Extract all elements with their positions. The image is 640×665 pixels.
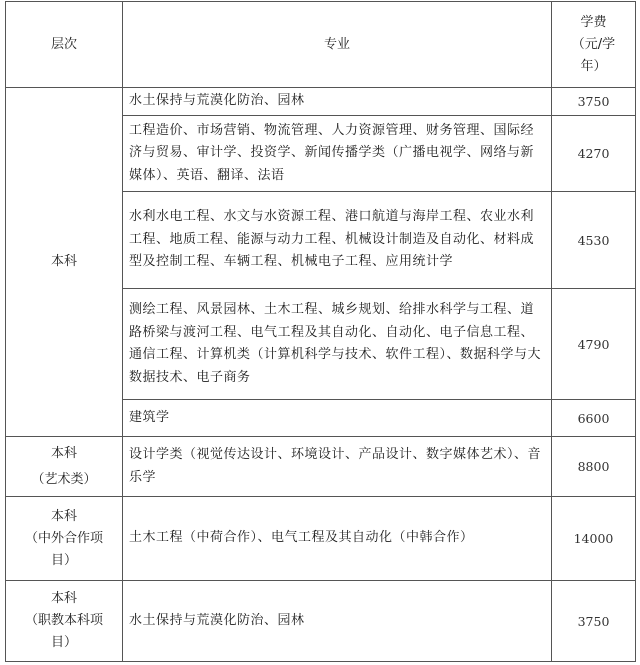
major-text: 工程造价、市场营销、物流管理、人力资源管理、财务管理、国际经济与贸易、审计学、投资学、新闻传播学类（广播电视学、网络与新媒体）、英语、翻译、法语 [129, 122, 535, 183]
major-cell [122, 288, 551, 399]
major-text: 土木工程（中荷合作）、电气工程及其自动化（中韩合作） [129, 530, 474, 546]
level-sublabel: （艺术类） [31, 471, 97, 487]
major-cell [122, 399, 551, 436]
major-cell [122, 436, 551, 496]
header-level-cell [5, 1, 122, 87]
level-sublabel: 目） [50, 635, 77, 650]
fee-cell [551, 87, 636, 115]
header-major: 专业 [323, 36, 350, 52]
major-cell [122, 496, 551, 580]
major-text: 设计学类（视觉传达设计、环境设计、产品设计、数字媒体艺术）、音乐学 [129, 447, 542, 485]
major-cell [122, 115, 551, 191]
major-text: 水利水电工程、水文与水资源工程、港口航道与海岸工程、农业水利工程、地质工程、能源与动力工程、机械设计制造及自动化、材料成型及控制工程、车辆工程、机械电子工程、应用统计学 [129, 209, 535, 270]
major-text: 建筑学 [129, 409, 170, 425]
fee-value: 4790 [577, 336, 610, 352]
header-fee-line1: 学费 [580, 14, 607, 30]
level-label: 本科 [50, 591, 77, 606]
fee-cell [551, 496, 636, 580]
major-cell [122, 87, 551, 115]
header-level: 层次 [50, 36, 77, 52]
fee-value: 4530 [577, 232, 610, 248]
fee-cell [551, 580, 636, 662]
major-text: 测绘工程、风景园林、土木工程、城乡规划、给排水科学与工程、道路桥梁与渡河工程、电气工程及其自动化、自动化、电子信息工程、通信工程、计算机类（计算机科学与技术、软件工程）、数据科学与大数据技术、电子商务 [129, 302, 542, 385]
fee-cell [551, 191, 636, 288]
fee-cell [551, 436, 636, 496]
major-cell [122, 191, 551, 288]
level-label: 本科 [50, 254, 77, 269]
fee-cell [551, 115, 636, 191]
fee-value: 4270 [577, 146, 610, 161]
header-fee-line3: 年） [580, 58, 607, 74]
fee-cell [551, 288, 636, 399]
level-label: 本科 [50, 508, 77, 524]
header-fee-line2: （元/学 [571, 36, 616, 52]
header-major-cell [122, 1, 551, 87]
level-label: 本科 [50, 445, 77, 461]
level-cell-sino-foreign [5, 496, 122, 580]
major-text: 水土保持与荒漠化防治、园林 [129, 93, 305, 109]
level-sublabel: 目） [50, 552, 77, 568]
level-cell-undergrad [5, 87, 122, 436]
fee-value: 3750 [577, 94, 610, 109]
level-cell-vocational [5, 580, 122, 662]
level-sublabel: （中外合作项 [24, 530, 103, 546]
major-cell [122, 580, 551, 662]
header-fee-cell [551, 1, 636, 87]
major-text: 水土保持与荒漠化防治、园林 [129, 612, 305, 628]
fee-value: 3750 [577, 613, 610, 629]
level-cell-art [5, 436, 122, 496]
level-sublabel: （职教本科项 [24, 613, 103, 628]
fee-value: 6600 [577, 410, 610, 426]
fee-cell [551, 399, 636, 436]
fee-value: 14000 [573, 531, 614, 546]
fee-value: 8800 [577, 459, 610, 474]
